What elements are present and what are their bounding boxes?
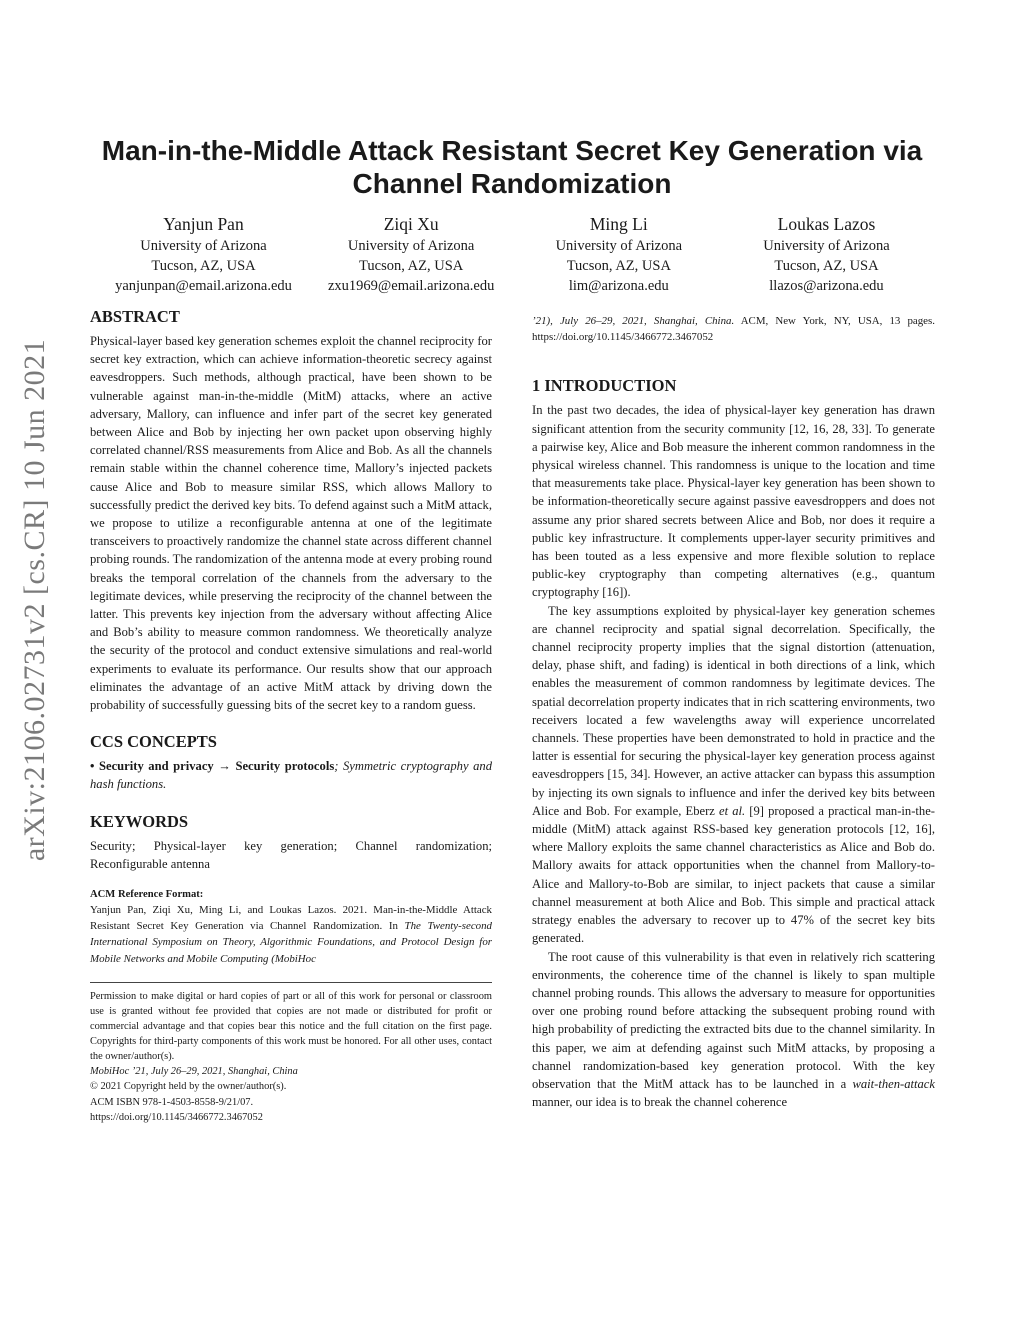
ccs-concepts-heading: CCS CONCEPTS xyxy=(90,732,217,752)
abstract-heading: ABSTRACT xyxy=(90,307,180,326)
author-location: Tucson, AZ, USA xyxy=(566,258,671,274)
author-3 xyxy=(515,213,722,296)
author-affiliation: University of Arizona xyxy=(555,238,683,254)
author-affiliation: University of Arizona xyxy=(763,238,890,254)
acm-reference-text xyxy=(90,902,492,967)
author-block xyxy=(100,213,930,296)
acm-reference-venue: The Twenty-second International Symposium on Theory, Algorithmic Foundations, and Protocol Design for Mobile Networks and Mobile Computing (MobiHoc xyxy=(90,920,493,965)
copyright-line: © 2021 Copyright held by the owner/author(s). xyxy=(90,1081,287,1093)
footnote-rule xyxy=(90,982,492,983)
doi-line: https://doi.org/10.1145/3466772.3467052 xyxy=(90,1111,263,1123)
intro-p3-part-b: manner, our idea is to break the channel coherence xyxy=(532,1095,788,1110)
author-name: Loukas Lazos xyxy=(777,214,876,234)
ccs-concepts-text xyxy=(90,757,492,793)
paper-title-line-1: Man-in-the-Middle Attack Resistant Secret Key Generation via xyxy=(101,135,923,166)
intro-p2-etal: et al. xyxy=(719,803,746,818)
author-email: zxu1969@email.arizona.edu xyxy=(327,278,495,294)
venue-line-text: MobiHoc ’21, July 26–29, 2021, Shanghai, China xyxy=(90,1066,298,1078)
intro-p3-part-a: The root cause of this vulnerability is that even in relatively rich scattering environments, the coherence time of the channel is likely to span multiple channel probing rounds. This allows the adversary to measure for opportunities over one probing round before attacking the subsequent probing round with high probability of predicting the extracted bits due to the channel similarity. In this paper, we aim at defending against such MitM attacks, by proposing a channel randomization-based key generation protocol. With the key observation that the MitM attack has to be launched in a xyxy=(532,949,935,1091)
author-2 xyxy=(308,213,515,296)
introduction-heading: 1 INTRODUCTION xyxy=(532,376,677,396)
author-name: Ming Li xyxy=(589,214,648,234)
right-column xyxy=(532,313,935,1111)
author-affiliation: University of Arizona xyxy=(347,238,475,254)
ccs-concepts-secondary: ; Symmetric cryptography and hash functions. xyxy=(90,759,492,792)
acm-reference-continued xyxy=(532,313,935,345)
intro-p3-italic: wait-then-attack xyxy=(852,1076,935,1091)
venue-line xyxy=(90,1064,492,1079)
intro-paragraph-2 xyxy=(532,602,935,948)
paper-title-line-2: Channel Randomization xyxy=(352,168,672,199)
intro-paragraph-1: In the past two decades, the idea of physical-layer key generation has drawn significant attention from the security community [12, 16, 28, 33]. To generate a pairwise key, Alice and Bob measure the inherent common randomness in the physical wireless channel. This randomness is unique to the location and time that measurements take place. Physical-layer key generation has been shown to be information-theoretically secure against passive eavesdroppers and does not assume any prior shared secrets between Alice and Bob, nor does it require a public key infrastructure. It complements upper-layer security primitives and has been touted as a less expensive and more flexible solution to replace public-key cryptography than competing alternatives (e.g., quantum cryptography [16]). xyxy=(532,403,935,600)
intro-p2-part-b: [9] proposed a practical man-in-the-middle (MitM) attack against RSS-based key generation protocols [12, 16], where Mallory exploits the same channel characteristics as Alice and Bob do. Mallory awaits for attack opportunities when the channel from Mallory-to-Alice and Mallory-to-Bob are similar, to inject packets that cause a similar channel measurement at both Alice and Bob. This simple and practical attack strategy enables the adversary to recover up to 47% of the secret key bits generated. xyxy=(532,803,935,946)
left-column xyxy=(90,306,492,1125)
arxiv-identifier-text: arXiv:2106.02731v2 [cs.CR] 10 Jun 2021 xyxy=(18,338,51,862)
author-name: Ziqi Xu xyxy=(383,214,439,234)
author-location: Tucson, AZ, USA xyxy=(359,258,464,274)
author-email: yanjunpan@email.arizona.edu xyxy=(115,278,292,294)
author-location: Tucson, AZ, USA xyxy=(151,258,256,274)
author-affiliation: University of Arizona xyxy=(140,238,267,254)
author-email: lim@arizona.edu xyxy=(568,278,669,294)
keywords-heading: KEYWORDS xyxy=(90,811,189,831)
arxiv-identifier-stamp xyxy=(10,170,60,1030)
acm-reference-heading: ACM Reference Format: xyxy=(90,889,204,901)
author-location: Tucson, AZ, USA xyxy=(774,258,879,274)
author-name: Yanjun Pan xyxy=(163,214,244,234)
author-1 xyxy=(100,213,307,296)
author-4 xyxy=(723,213,930,296)
keywords-text: Security; Physical-layer key generation; Channel randomization; Reconfigurable antenna xyxy=(90,838,492,871)
acm-reference-continued-italic: ’21), July 26–29, 2021, Shanghai, China. xyxy=(532,315,735,327)
paper-title xyxy=(95,134,929,200)
author-email: llazos@arizona.edu xyxy=(769,278,884,294)
abstract-text: Physical-layer based key generation schemes exploit the channel reciprocity for secret key extraction, which can achieve information-theoretic secrecy against eavesdroppers. Such methods, although practical, have been shown to be vulnerable against man-in-the-middle (MitM) attacks, where an active adversary, Mallory, can influence and infer part of the secret key generated between Alice and Bob by injecting her own packet upon observing highly correlated channel/RSS measurements from Alice and Bob. As all the channels remain stable within the channel coherence time, Mallory’s injected packets cause Alice and Bob to measure similar RSS, which allows Mallory to successfully predict the derived key bits. To defend against such a MitM attack, we propose to utilize a reconfigurable antenna at one of the legitimate transceivers to proactively randomize the channel state across different channel probing rounds. The randomization of the antenna mode at every probing round breaks the temporal correlation of the channels from the adversary to the legitimate devices, while preserving the reciprocity of the channel between the latter. This prevents key injection from the adversary without affecting Alice and Bob’s ability to measure common randomness. We theoretically analyze the security of the protocol and conduct extensive simulations and real-world experiments to evaluate its performance. Our results show that our approach eliminates the advantage of an active MitM attack by driving down the probability of successfully guessing bits of the secret key to a random guess. xyxy=(90,334,492,713)
intro-paragraph-3 xyxy=(532,948,935,1112)
acm-reference-continued-plain: ACM, New York, NY, USA, 13 pages. https://doi.org/10.1145/3466772.3467052 xyxy=(532,315,935,344)
acm-reference-plain: Yanjun Pan, Ziqi Xu, Ming Li, and Loukas Lazos. 2021. Man-in-the-Middle Attack Resistant Secret Key Generation via Channel Randomization. In xyxy=(90,904,492,933)
isbn-line: ACM ISBN 978-1-4503-8558-9/21/07. xyxy=(90,1096,254,1108)
intro-p2-part-a: The key assumptions exploited by physical-layer key generation schemes are channel reciprocity and spatial signal decorrelation. Specifically, the channel reciprocity property implies that the signal distortion (attenuation, delay, phase shift, and fading) is identical in both directions of a link, which enables the measurement of common randomness by legitimate devices. The spatial decorrelation property indicates that in rich scattering environments, two receivers located a few wavelengths away will experience uncorrelated channels. These properties have been demonstrated to hold in practice and the latter is essential for securing the physical-layer key generation process against eavesdroppers [15, 34]. However, an active attacker can bypass this assumption by injecting its own signals to influence and infer the derived key bits between Alice and Bob. For example, Eberz xyxy=(532,603,935,818)
permission-notice: Permission to make digital or hard copies of part or all of this work for personal or classroom use is granted without fee provided that copies are not made or distributed for profit or commercial advantage and that copies bear this notice and the full citation on the first page. Copyrights for third-party components of this work must be honored. For all other uses, contact the owner/author(s). xyxy=(90,990,492,1063)
ccs-concepts-primary: • Security and privacy → Security protocols xyxy=(90,759,335,774)
